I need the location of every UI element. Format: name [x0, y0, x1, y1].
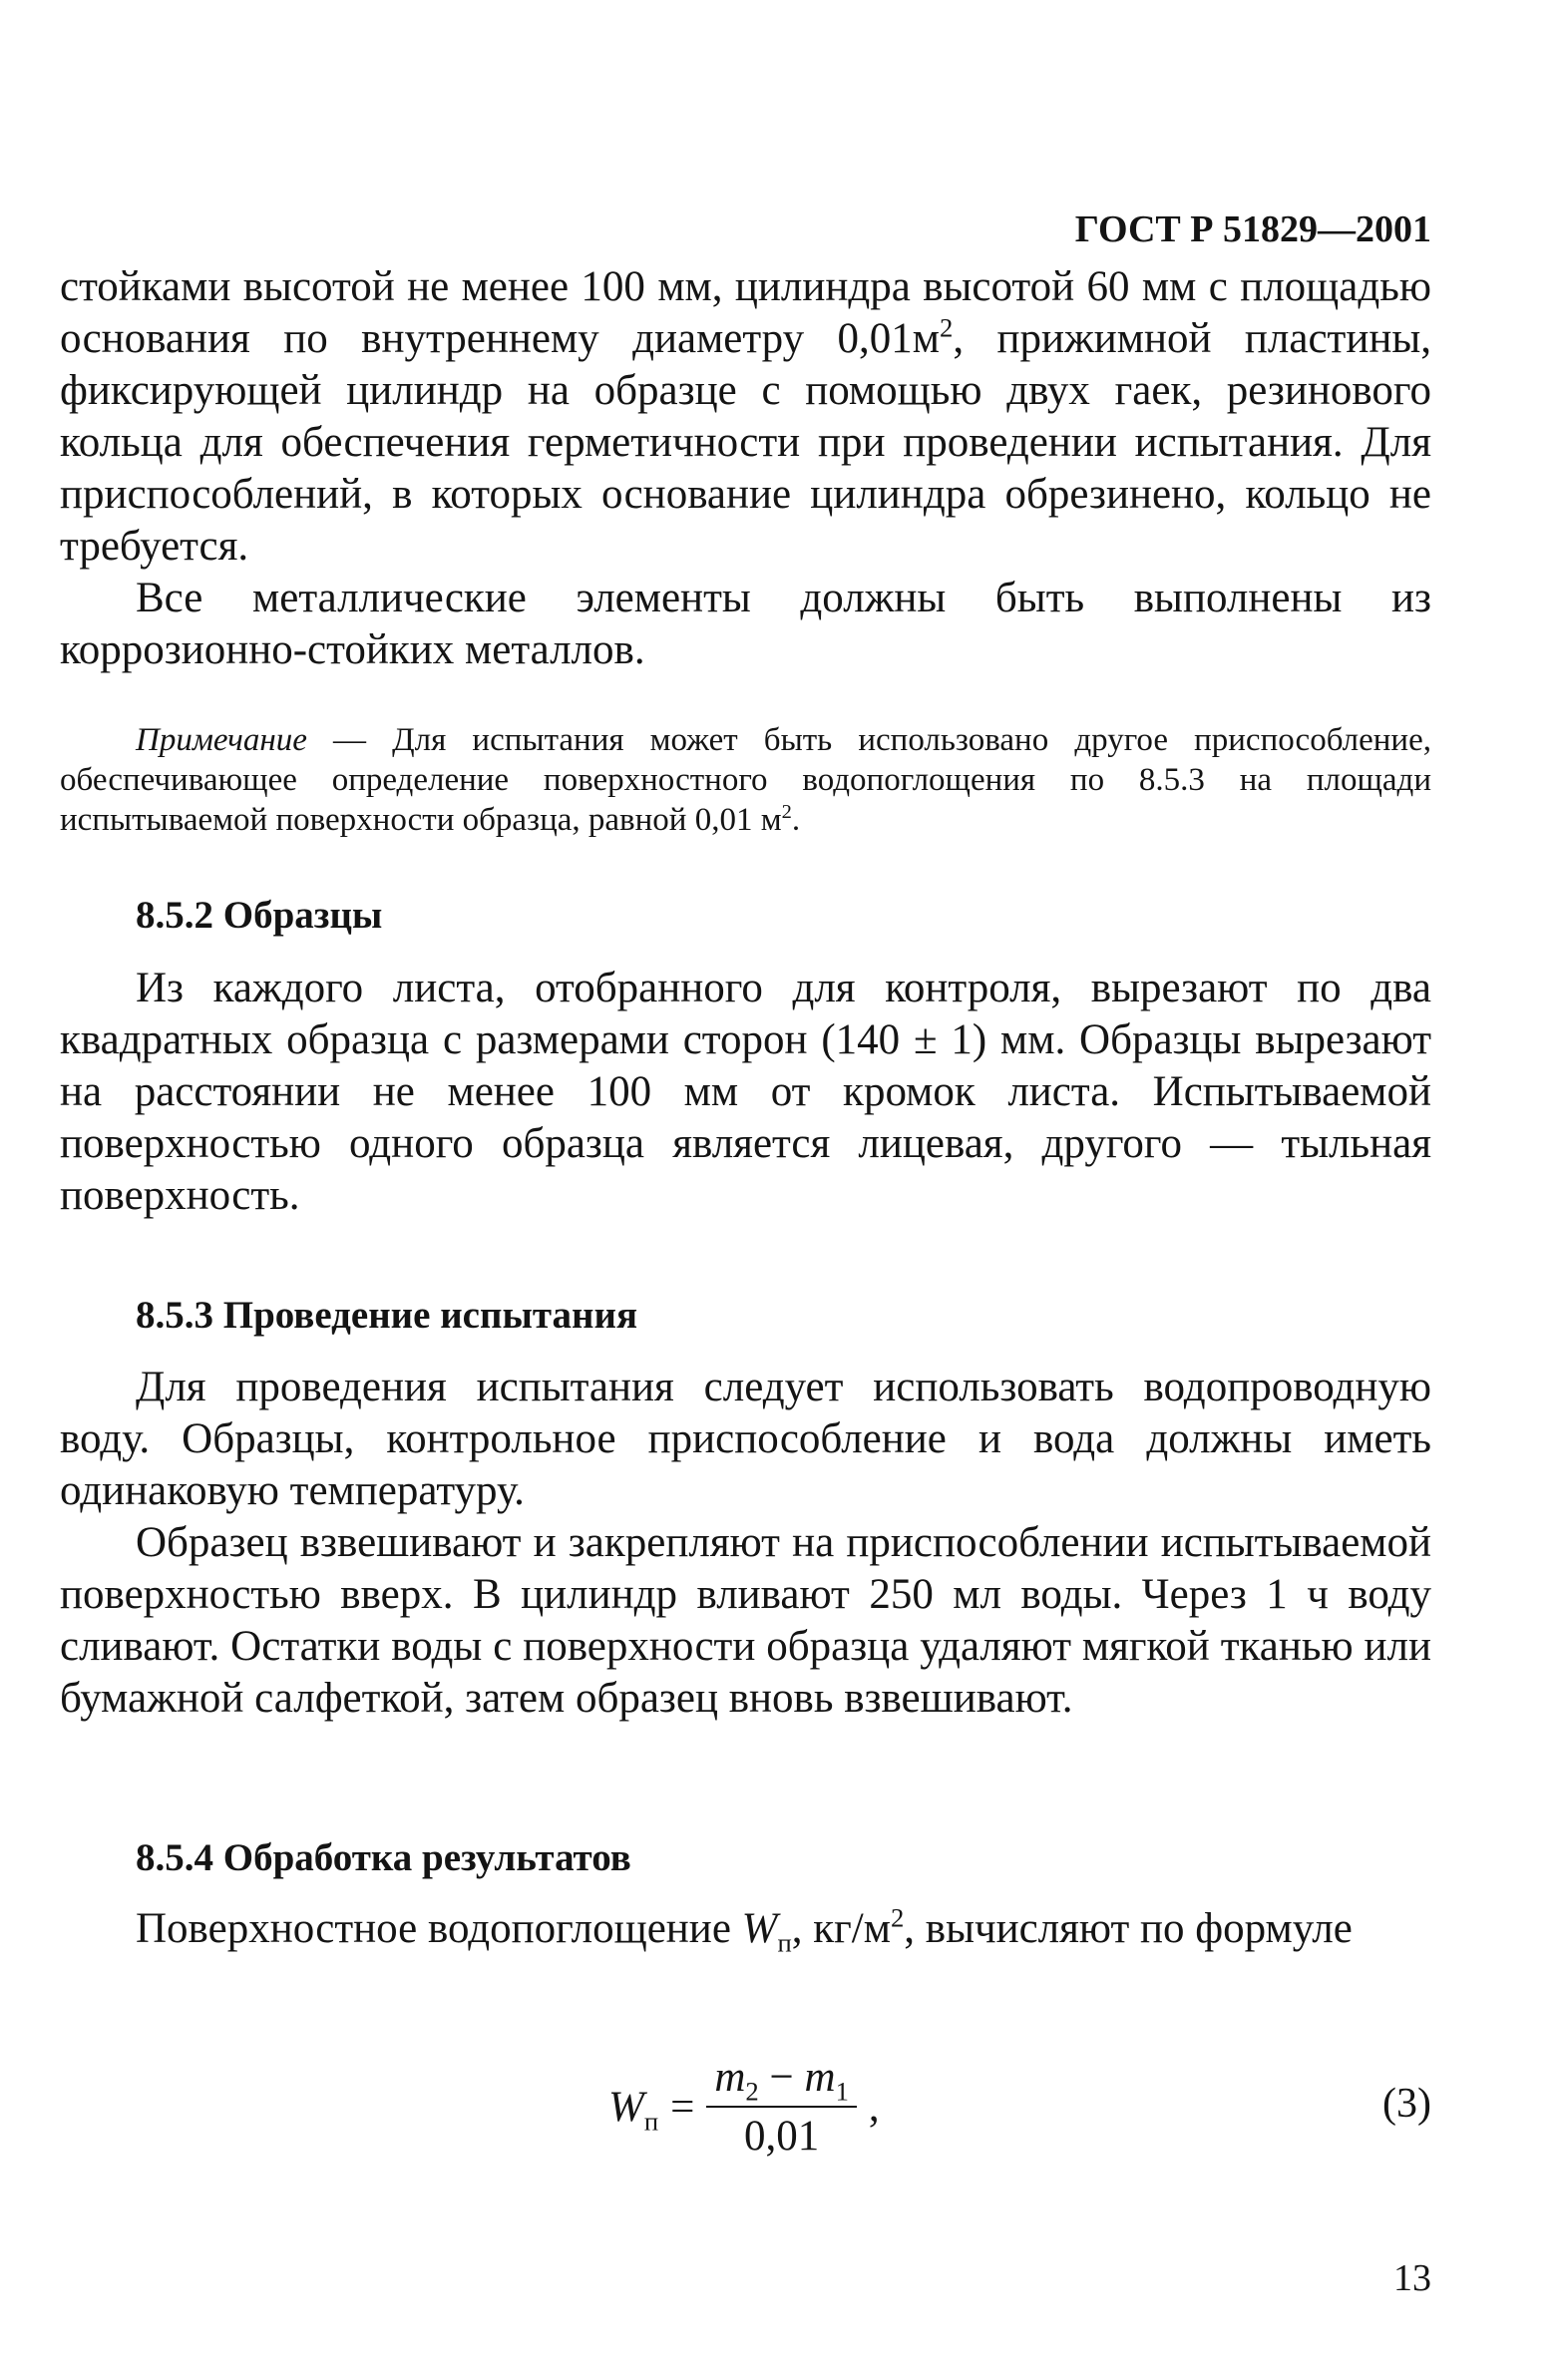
- note-label: Примечание: [136, 722, 307, 758]
- paragraph-test-procedure: Образец взвешивают и закрепляют на приспособлении испытываемой поверхностью вверх. В цилиндр вливают 250 мл воды. Через 1 ч воду сливают. Остатки воды с поверхности образца удаляют мягкой тканью или бумажной салфеткой, затем образец вновь взвешивают.: [60, 1519, 1431, 1722]
- paragraph-results: Поверхностное водопоглощение $W_п$, $кг/м^2$, вычисляют по формуле: [136, 1902, 1353, 1958]
- section-8-5-4-body: [60, 1902, 1431, 1958]
- document-code: ГОСТ Р 51829—2001: [1074, 208, 1431, 250]
- formula-numerator: $m_2 - m_1$: [706, 2053, 857, 2108]
- section-8-5-2-body: [60, 963, 1431, 1222]
- formula-3: [608, 2053, 880, 2161]
- paragraph-apparatus: стойками высотой не менее 100 мм, цилиндра высотой 60 мм с площадью основания по внутреннему диаметру $0,01м^2$, прижимной пластины, фиксирующей цилиндр на образце с помощью двух гаек, резинового кольца для обеспечения герметичности при проведении испытания. Для приспособлений, в которых основание цилиндра обрезинено, кольцо не требуется.: [60, 263, 1431, 570]
- paragraph-samples: Из каждого листа, отобранного для контроля, вырезают по два квадратных образца с размерами сторон (140 ± 1) мм. Образцы вырезают на расстоянии не менее 100 мм от кромок листа. Испытываемой поверхностью одного образца является лицевая, другого — тыльная поверхность.: [60, 965, 1431, 1219]
- section-heading-8-5-2: 8.5.2 Образцы: [136, 894, 383, 937]
- note-block: Примечание — Для испытания может быть использовано другое приспособление, обеспечивающее определение поверхностного водопоглощения по 8.5.3 на площади испытываемой поверхности образца, равной 0,01 $м^2$.: [60, 722, 1431, 838]
- paragraph-metal-elements: Все металлические элементы должны быть выполнены из коррозионно-стойких металлов.: [60, 575, 1431, 673]
- formula-lhs: $W_п$: [608, 2083, 659, 2137]
- section-heading-8-5-4: 8.5.4 Обработка результатов: [136, 1836, 631, 1879]
- paragraph-test-water: Для проведения испытания следует использовать водопроводную воду. Образцы, контрольное приспособление и вода должны иметь одинаковую температуру.: [60, 1364, 1431, 1514]
- equation-number: (3): [1382, 2081, 1431, 2127]
- intro-block: [60, 261, 1431, 676]
- section-heading-8-5-3: 8.5.3 Проведение испытания: [136, 1294, 638, 1337]
- section-8-5-3-body: [60, 1362, 1431, 1725]
- formula-equals: =: [670, 2083, 695, 2131]
- formula-denominator: 0,01: [744, 2113, 820, 2160]
- formula-trailing-comma: ,: [868, 2083, 880, 2131]
- formula-fraction: [706, 2053, 857, 2161]
- page-number: 13: [1393, 2257, 1431, 2299]
